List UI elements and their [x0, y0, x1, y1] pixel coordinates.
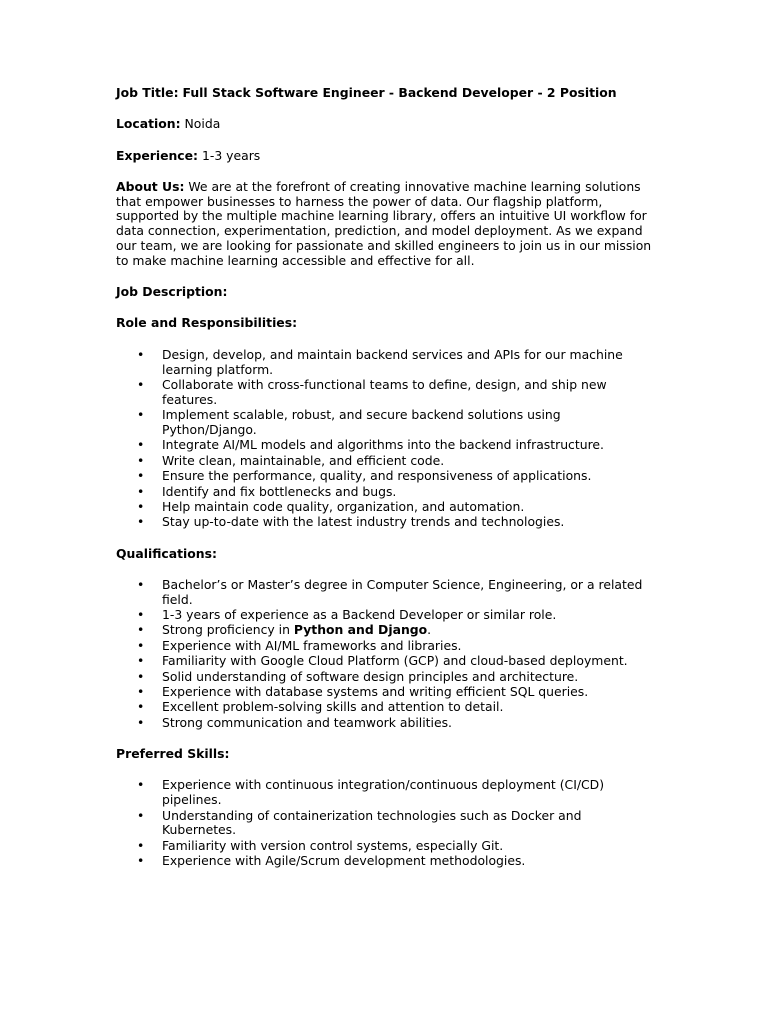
- list-item: • Experience with continuous integration/continuous deployment (CI/CD) pipelines.: [137, 777, 605, 808]
- list-item: • Design, develop, and maintain backend services and APIs for our machine learning platform.: [137, 346, 623, 377]
- bullet-icon: •: [137, 576, 145, 592]
- list-item: • Help maintain code quality, organization, and automation.: [137, 498, 525, 514]
- list-item: • Bachelor’s or Master’s degree in Computer Science, Engineering, or a related field.: [137, 576, 643, 607]
- location-value: Noida: [184, 116, 221, 132]
- bullet-icon: •: [137, 714, 145, 730]
- qualifications-list: [116, 578, 652, 731]
- job-description-heading: Job Description:: [116, 284, 228, 300]
- bullet-icon: •: [137, 837, 145, 853]
- bullet-icon: •: [137, 622, 145, 638]
- about-us-label: About Us:: [116, 178, 185, 194]
- bullet-icon: •: [137, 376, 145, 392]
- bullet-icon: •: [137, 452, 145, 468]
- bullet-icon: •: [137, 668, 145, 684]
- list-item: • Understanding of containerization technologies such as Docker and Kubernetes.: [137, 807, 582, 838]
- experience-value: 1-3 years: [201, 147, 261, 163]
- bullet-icon: •: [137, 607, 145, 623]
- list-item: • Experience with AI/ML frameworks and libraries.: [137, 637, 462, 653]
- bullet-icon: •: [137, 468, 145, 484]
- qualifications-heading: Qualifications:: [116, 545, 217, 561]
- list-item: • Familiarity with Google Cloud Platform (GCP) and cloud-based deployment.: [137, 653, 628, 669]
- location-label: Location:: [116, 116, 181, 132]
- job-title-value: Full Stack Software Engineer - Backend Developer - 2 Position: [182, 85, 617, 100]
- responsibilities-list: [116, 348, 652, 530]
- list-item: • Strong proficiency in Python and Django.: [137, 622, 432, 638]
- job-title-line: [116, 86, 652, 101]
- bullet-icon: •: [137, 407, 145, 423]
- location-line: [116, 117, 652, 132]
- list-item: • Solid understanding of software design principles and architecture.: [137, 668, 579, 684]
- job-posting-document: [116, 86, 652, 885]
- list-item: • Stay up-to-date with the latest industry trends and technologies.: [137, 514, 565, 530]
- list-item: • Collaborate with cross-functional teams to define, design, and ship new features.: [137, 376, 607, 407]
- python-django-emphasis: Python and Django: [293, 622, 428, 638]
- list-item: • Identify and fix bottlenecks and bugs.: [137, 483, 397, 499]
- bullet-icon: •: [137, 807, 145, 823]
- responsibilities-heading: Role and Responsibilities:: [116, 315, 298, 331]
- bullet-icon: •: [137, 437, 145, 453]
- preferred-skills-heading: Preferred Skills:: [116, 746, 230, 762]
- experience-label: Experience:: [116, 147, 199, 163]
- bullet-icon: •: [137, 853, 145, 869]
- experience-line: [116, 149, 652, 164]
- bullet-icon: •: [137, 498, 145, 514]
- list-item: • Familiarity with version control systems, especially Git.: [137, 837, 504, 853]
- list-item: • Ensure the performance, quality, and responsiveness of applications.: [137, 468, 592, 484]
- bullet-icon: •: [137, 346, 145, 362]
- list-item: • Experience with Agile/Scrum development methodologies.: [137, 853, 526, 869]
- bullet-icon: •: [137, 637, 145, 653]
- list-item: • Excellent problem-solving skills and attention to detail.: [137, 699, 504, 715]
- about-us-text: We are at the forefront of creating innovative machine learning solutions that empower businesses to harness the power of data. Our flagship platform, supported by the multiple machine learning library, offers an intuitive UI workflow for data connection, experimentation, prediction, and model deployment. As we expand our team, we are looking for passionate and skilled engineers to join us in our mission to make machine learning accessible and effective for all.: [116, 178, 652, 268]
- list-item: • Write clean, maintainable, and efficient code.: [137, 452, 445, 468]
- list-item: • Experience with database systems and writing efficient SQL queries.: [137, 684, 589, 700]
- list-item: • Integrate AI/ML models and algorithms into the backend infrastructure.: [137, 437, 604, 453]
- list-item: • Strong communication and teamwork abilities.: [137, 714, 452, 730]
- bullet-icon: •: [137, 514, 145, 530]
- job-title-label: Job Title:: [116, 85, 179, 100]
- bullet-icon: •: [137, 684, 145, 700]
- bullet-icon: •: [137, 653, 145, 669]
- preferred-skills-list: [116, 778, 652, 869]
- bullet-icon: •: [137, 777, 145, 793]
- bullet-icon: •: [137, 699, 145, 715]
- list-item: • 1-3 years of experience as a Backend Developer or similar role.: [137, 607, 557, 623]
- bullet-icon: •: [137, 483, 145, 499]
- about-us-paragraph: [116, 180, 652, 269]
- list-item: • Implement scalable, robust, and secure backend solutions using Python/Django.: [137, 407, 561, 437]
